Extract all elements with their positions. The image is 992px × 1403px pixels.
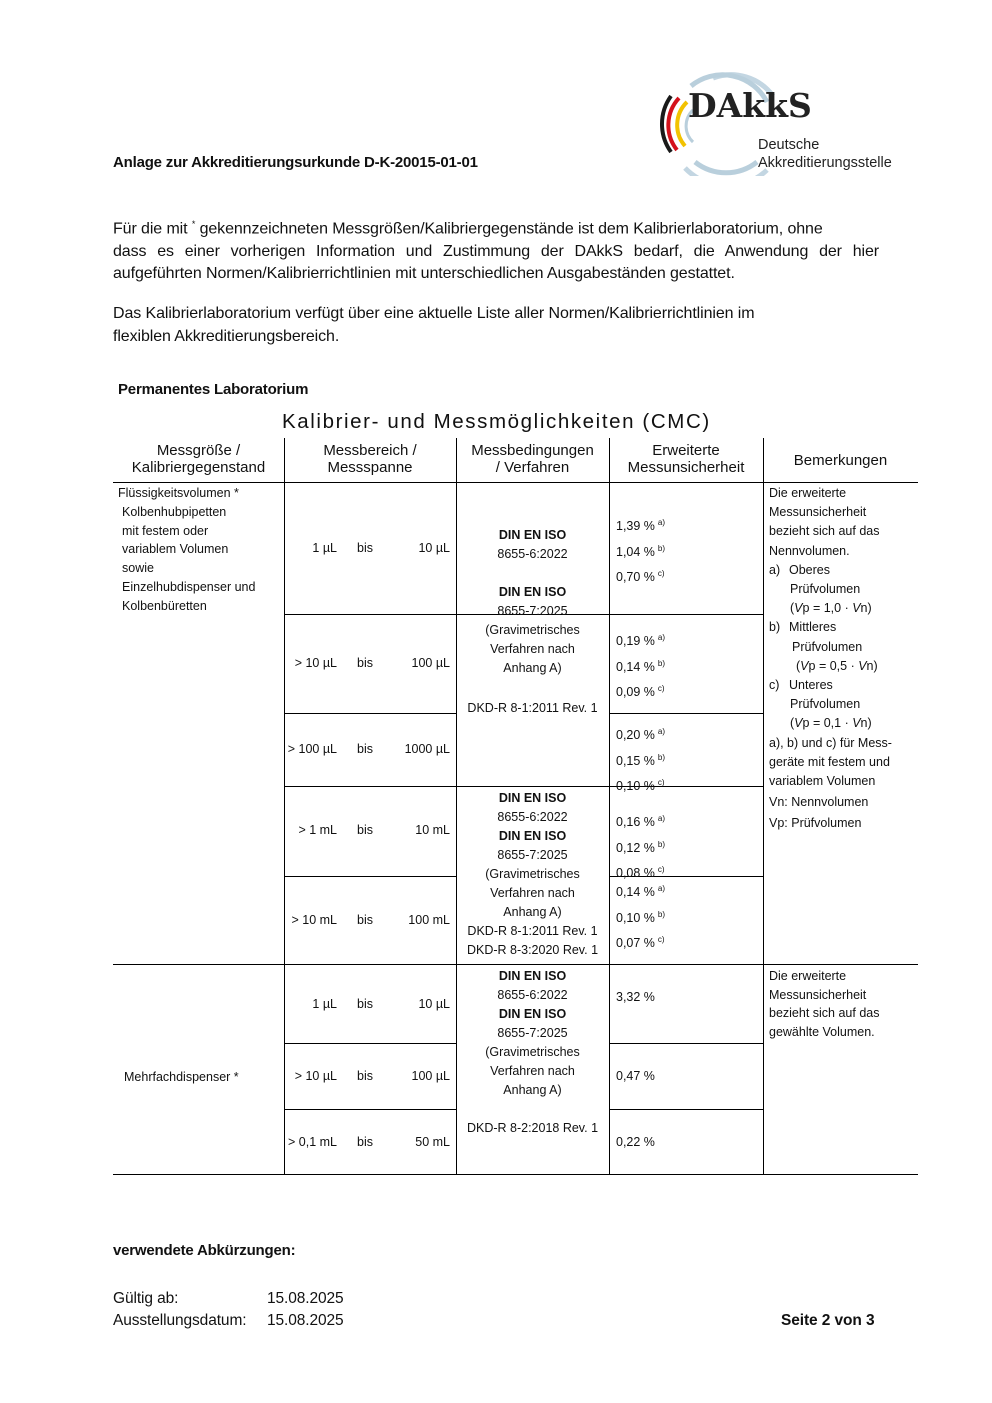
uncertainty-value: 0,10 %	[616, 779, 655, 793]
uncertainty-value: 0,12 %	[616, 840, 655, 855]
range-row	[284, 1067, 456, 1086]
uncertainty-value: 0,08 %	[616, 866, 655, 880]
item-text: Kolbenbüretten	[122, 598, 207, 613]
remark-text: Mittleres	[789, 620, 837, 635]
uncertainty-value: 0,15 %	[616, 753, 655, 768]
method-text: Verfahren nach	[490, 886, 575, 900]
remark-text: geräte mit festem und	[769, 754, 890, 769]
uncertainty-line	[616, 563, 665, 589]
range-from: 1 µL	[312, 997, 337, 1011]
remark-text: Vp: Prüfvolumen	[769, 816, 862, 831]
item-text: sowie	[122, 561, 154, 576]
quantity-label: Mehrfachdispenser *	[124, 1070, 239, 1084]
uncertainty-value: 0,22 %	[616, 1135, 655, 1149]
range-row	[284, 1133, 456, 1152]
row-rule	[609, 713, 763, 714]
para1-line1: gekennzeichneten Messgrößen/Kalibriergegenstände ist dem Kalibrierlaboratorium, ohne	[195, 220, 823, 238]
item-text: variablem Volumen	[122, 542, 229, 557]
range-to: 100 mL	[408, 913, 450, 927]
header-text: Erweiterte	[652, 442, 720, 459]
method-text: DIN EN ISO	[498, 585, 567, 599]
intro-paragraph-1	[113, 213, 879, 286]
range-to: 100 µL	[411, 1069, 450, 1083]
footnote-ref: c)	[657, 684, 665, 693]
range-row	[284, 911, 456, 930]
uncertainty-cell	[616, 721, 665, 798]
uncertainty-value: 1,04 %	[616, 544, 655, 559]
uncertainty-line	[616, 678, 665, 704]
method-text: DKD-R 8-2:2018 Rev. 1	[466, 1121, 599, 1135]
remark-text: bezieht sich auf das	[769, 1006, 880, 1020]
range-bis: bis	[357, 656, 373, 670]
header-text: / Verfahren	[495, 459, 570, 476]
range-bis: bis	[357, 823, 373, 837]
remark-text: Die erweiterte	[769, 969, 847, 983]
remark-formula: (Vp = 0,1 · Vn)	[790, 716, 872, 731]
footnote-ref: a)	[657, 814, 666, 823]
dakks-logo	[655, 66, 915, 176]
range-from: > 10 µL	[294, 1069, 337, 1083]
footnote-ref: c)	[657, 778, 665, 787]
item-text: Einzelhubdispenser und	[122, 579, 256, 594]
method-text: 8655-7:2025	[497, 1026, 568, 1040]
document-title: Anlage zur Akkreditierungsurkunde D-K-20015-01-01	[113, 154, 478, 171]
uncertainty-line	[616, 538, 665, 564]
range-to: 10 µL	[418, 997, 450, 1011]
range-from: > 100 µL	[287, 742, 337, 756]
footnote-ref: b)	[657, 909, 666, 919]
method-cell	[456, 967, 609, 1138]
method-text: DIN EN ISO	[498, 528, 567, 542]
row-rule	[609, 1109, 763, 1110]
remark-text: Nennvolumen.	[769, 543, 850, 558]
valid-from-value: 15.08.2025	[267, 1290, 344, 1307]
header-text: Kalibriergegenstand	[131, 459, 266, 476]
quantity-cell	[124, 1068, 239, 1087]
method-text: DKD-R 8-1:2011 Rev. 1	[467, 701, 598, 715]
footnote-ref: a)	[657, 518, 666, 527]
range-row	[284, 654, 456, 673]
remark-text: Unteres	[789, 678, 833, 693]
method-text: (Gravimetrisches	[485, 623, 580, 637]
header-text: Messbedingungen	[471, 442, 594, 459]
range-row	[284, 821, 456, 840]
range-to: 1000 µL	[404, 742, 450, 756]
method-text: Anhang A)	[503, 905, 562, 919]
header-uncertainty	[609, 442, 763, 476]
item-text: mit festem oder	[122, 523, 209, 538]
header-text: Messunsicherheit	[627, 459, 745, 476]
remark-label: a)	[769, 562, 781, 577]
range-to: 10 mL	[415, 823, 450, 837]
range-to: 50 mL	[415, 1135, 450, 1149]
uncertainty-line	[616, 721, 665, 747]
header-quantity	[113, 442, 284, 476]
footnote-ref: b)	[657, 658, 666, 668]
logo-line2: Akkreditierungsstelle	[758, 155, 892, 171]
range-bis: bis	[357, 1135, 373, 1149]
range-bis: bis	[357, 1069, 373, 1083]
header-text: Bemerkungen	[793, 452, 888, 469]
issue-date-value: 15.08.2025	[267, 1312, 344, 1329]
range-bis: bis	[357, 997, 373, 1011]
footnote-ref: c)	[657, 569, 665, 578]
method-text: Verfahren nach	[490, 642, 575, 656]
method-text: 8655-6:2022	[497, 988, 568, 1002]
range-row	[284, 740, 456, 759]
uncertainty-line	[616, 929, 665, 955]
range-bis: bis	[357, 913, 373, 927]
remark-label: b)	[769, 620, 781, 635]
method-cell	[456, 789, 609, 960]
remark-label: c)	[769, 678, 780, 693]
para2-line2: flexiblen Akkreditierungsbereich.	[113, 327, 340, 345]
quantity-cell	[118, 484, 283, 616]
remark-b	[769, 618, 919, 637]
table-bottom-rule	[113, 1174, 918, 1175]
range-from: 1 µL	[312, 541, 337, 555]
col-divider	[609, 438, 610, 1175]
remark-text: Prüfvolumen	[792, 639, 863, 654]
remark-text: bezieht sich auf das	[769, 524, 880, 539]
method-text: DIN EN ISO	[498, 829, 567, 843]
logo-wordmark: DAkkS	[688, 86, 812, 125]
uncertainty-value: 0,14 %	[616, 885, 655, 899]
group-rule	[113, 964, 918, 965]
method-text: DIN EN ISO	[498, 969, 567, 983]
method-text: (Gravimetrisches	[485, 1045, 580, 1059]
row-rule	[609, 1043, 763, 1044]
uncertainty-cell	[616, 627, 665, 704]
col-divider	[763, 438, 764, 1175]
uncertainty-cell	[616, 808, 665, 885]
range-from: > 10 µL	[294, 656, 337, 670]
row-rule	[284, 786, 763, 787]
header-text: Messspanne	[327, 459, 413, 476]
para1-line2: dass es einer vorherigen Information und Zustimmung der DAkkS bedarf, die Anwendung der hier	[113, 242, 879, 260]
method-text: DIN EN ISO	[498, 791, 567, 805]
para1-text: Für die mit	[113, 220, 192, 238]
remark-text: Prüfvolumen	[790, 697, 861, 712]
method-text: 8655-6:2022	[497, 547, 568, 561]
range-to: 10 µL	[418, 541, 450, 555]
para2-line1: Das Kalibrierlaboratorium verfügt über eine aktuelle Liste aller Normen/Kalibrierrichtlinien im	[113, 305, 755, 322]
remark-a	[769, 561, 919, 580]
header-range	[284, 442, 456, 476]
footnote-ref: a)	[657, 727, 666, 736]
range-from: > 1 mL	[298, 823, 337, 837]
uncertainty-value: 0,07 %	[616, 936, 655, 950]
row-rule	[284, 713, 456, 714]
method-text: Verfahren nach	[490, 1064, 575, 1078]
intro-paragraph-2	[113, 303, 879, 348]
abbreviations-heading: verwendete Abkürzungen:	[113, 1242, 296, 1259]
uncertainty-line	[616, 512, 665, 538]
uncertainty-value: 0,20 %	[616, 728, 655, 742]
header-remarks	[763, 452, 918, 469]
method-text: DIN EN ISO	[498, 1007, 567, 1021]
method-text: (Gravimetrisches	[485, 867, 580, 881]
item-text: Kolbenhubpipetten	[122, 504, 227, 519]
header-text: Messgröße /	[156, 442, 241, 459]
range-from: > 10 mL	[291, 913, 337, 927]
header-text: Messbereich /	[323, 442, 417, 459]
range-bis: bis	[357, 541, 373, 555]
remark-formula: (Vp = 1,0 · Vn)	[790, 601, 872, 616]
method-cell	[456, 526, 609, 718]
footnote-ref: b)	[657, 752, 666, 762]
footnote-ref: b)	[657, 839, 666, 849]
para1-line3: aufgeführten Normen/Kalibrierrichtlinien mit unterschiedlichen Ausgabeständen gestattet.	[113, 265, 735, 283]
footnote-ref: a)	[657, 884, 666, 893]
method-text: DKD-R 8-3:2020 Rev. 1	[466, 943, 599, 957]
remark-text: variablem Volumen	[769, 774, 876, 789]
remark-text: Messunsicherheit	[769, 987, 867, 1002]
remark-text: gewählte Volumen.	[769, 1024, 875, 1039]
range-bis: bis	[357, 742, 373, 756]
range-row	[284, 539, 456, 558]
uncertainty-line	[616, 653, 665, 679]
footnote-ref: c)	[657, 865, 665, 874]
issue-date-label: Ausstellungsdatum:	[113, 1312, 247, 1329]
header-rule	[113, 482, 918, 483]
remarks-cell	[769, 967, 919, 1041]
uncertainty-value: 0,10 %	[616, 910, 655, 925]
footnote-ref: a)	[657, 633, 666, 642]
uncertainty-line	[616, 772, 665, 798]
method-text: 8655-6:2022	[497, 810, 568, 824]
footnote-ref: b)	[657, 543, 666, 553]
section-heading: Permanentes Laboratorium	[118, 381, 309, 398]
page-number: Seite 2 von 3	[781, 1312, 875, 1329]
remark-formula: (Vp = 0,5 · Vn)	[796, 658, 878, 673]
method-text: Anhang A)	[503, 661, 562, 675]
uncertainty-cell	[616, 512, 665, 589]
uncertainty-value: 0,70 %	[616, 570, 655, 584]
logo-line1: Deutsche	[758, 137, 820, 153]
range-to: 100 µL	[411, 656, 450, 670]
uncertainty-value: 0,14 %	[616, 659, 655, 674]
quantity-items	[118, 503, 283, 616]
method-text: Anhang A)	[503, 1083, 562, 1097]
uncertainty-cell	[616, 878, 665, 955]
uncertainty-value: 1,39 %	[616, 519, 655, 533]
remark-text: Prüfvolumen	[790, 582, 861, 597]
method-text: 8655-7:2025	[497, 604, 568, 618]
header-method	[456, 442, 609, 476]
range-row	[284, 995, 456, 1014]
remark-text: Vn: Nennvolumen	[769, 795, 869, 810]
method-text: 8655-7:2025	[497, 848, 568, 862]
uncertainty-line	[616, 834, 665, 860]
method-text: DKD-R 8-1:2011 Rev. 1	[467, 924, 598, 938]
remarks-cell	[769, 484, 919, 834]
uncertainty-value: 0,16 %	[616, 815, 655, 829]
uncertainty-line	[616, 808, 665, 834]
uncertainty-value: 0,19 %	[616, 634, 655, 648]
range-from: > 0,1 mL	[288, 1135, 337, 1149]
uncertainty-value: 0,09 %	[616, 685, 655, 699]
table-title: Kalibrier- und Messmöglichkeiten (CMC)	[282, 410, 711, 433]
row-rule	[284, 1043, 456, 1044]
row-rule	[284, 876, 456, 877]
remark-text: Oberes	[789, 562, 830, 577]
uncertainty-value: 3,32 %	[616, 990, 655, 1004]
uncertainty-line	[616, 747, 665, 773]
remark-text: a), b) und c) für Mess-	[769, 735, 892, 750]
uncertainty-value: 0,47 %	[616, 1069, 655, 1083]
uncertainty-line	[616, 904, 665, 930]
remark-text: Die erweiterte	[769, 486, 847, 500]
remark-c	[769, 676, 919, 695]
uncertainty-line	[616, 627, 665, 653]
uncertainty-line	[616, 878, 665, 904]
footnote-ref: c)	[657, 935, 665, 944]
asterisk-mark: *	[191, 219, 196, 229]
row-rule	[284, 1109, 456, 1110]
valid-from-label: Gültig ab:	[113, 1290, 179, 1307]
remark-text: Messunsicherheit	[769, 505, 867, 520]
quantity-label: Flüssigkeitsvolumen *	[118, 486, 239, 500]
